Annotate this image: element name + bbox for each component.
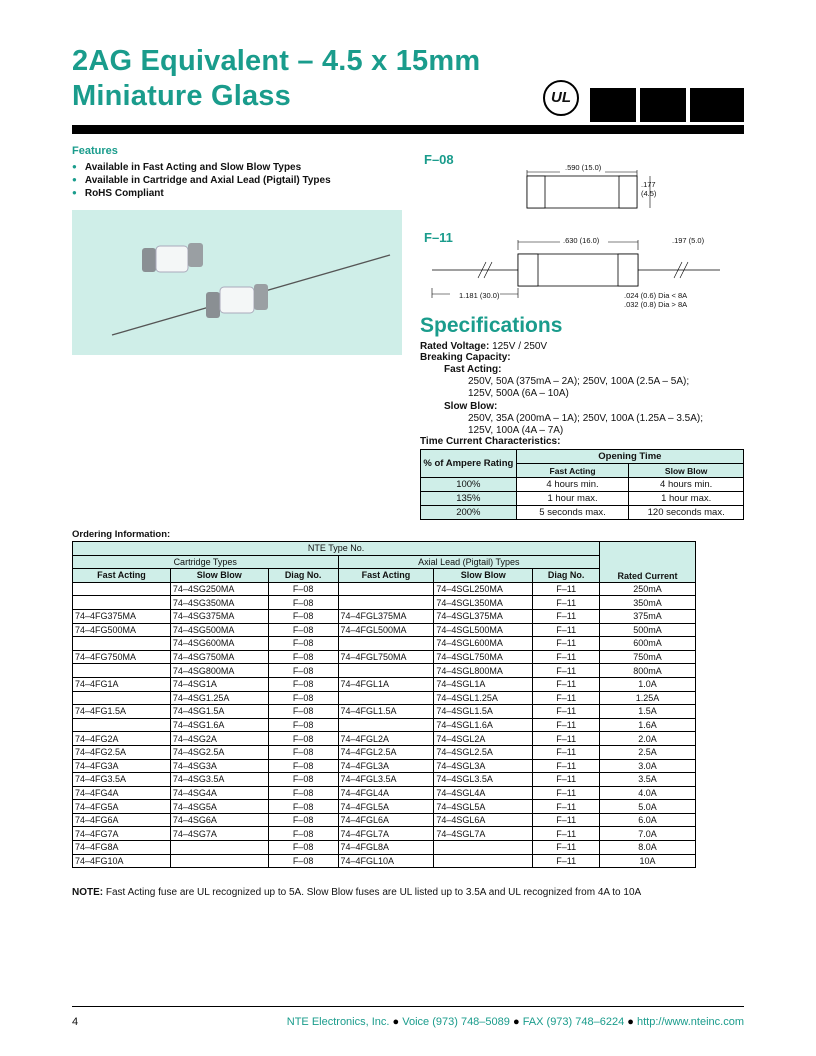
table-cell: F–11 xyxy=(533,841,600,855)
tcc-cell: 4 hours min. xyxy=(516,478,629,492)
table-cell: 74–4SGL2.5A xyxy=(434,745,533,759)
page-title xyxy=(72,44,480,114)
table-cell: 74–4SG2A xyxy=(170,732,268,746)
table-cell: 74–4FGL3A xyxy=(338,759,434,773)
table-cell: 74–4FGL500MA xyxy=(338,623,434,637)
table-cell: F–11 xyxy=(533,650,600,664)
table-cell: F–08 xyxy=(268,813,338,827)
table-cell: 74–4SG350MA xyxy=(170,596,268,610)
table-cell: 250mA xyxy=(600,582,696,596)
table-cell: 74–4SG1.6A xyxy=(170,718,268,732)
table-cell: 74–4FG10A xyxy=(73,854,171,868)
table-cell: 74–4SG600MA xyxy=(170,637,268,651)
tcc-fast-header: Fast Acting xyxy=(516,464,629,478)
table-cell: 74–4FG1.5A xyxy=(73,705,171,719)
table-cell: 74–4FGL1A xyxy=(338,677,434,691)
title-line-2: Miniature Glass xyxy=(72,80,291,112)
column-header: Fast Acting xyxy=(73,569,171,583)
table-cell: F–11 xyxy=(533,745,600,759)
table-cell: 2.0A xyxy=(600,732,696,746)
f11-lead: 1.181 (30.0) xyxy=(459,291,500,300)
table-row xyxy=(73,664,696,678)
table-cell: F–08 xyxy=(268,841,338,855)
table-cell: F–08 xyxy=(268,705,338,719)
table-cell: 750mA xyxy=(600,650,696,664)
table-cell: 74–4SG4A xyxy=(170,786,268,800)
table-cell: 74–4SGL3A xyxy=(434,759,533,773)
table-cell: F–11 xyxy=(533,827,600,841)
table-cell: F–11 xyxy=(533,691,600,705)
table-cell: 74–4FG6A xyxy=(73,813,171,827)
table-cell: 74–4FG7A xyxy=(73,827,171,841)
note-text: Fast Acting fuse are UL recognized up to 5A. Slow Blow fuses are UL listed up to 3.5A and UL recognized from 4A to 10A xyxy=(105,887,642,898)
cartridge-fuse-image xyxy=(142,243,203,272)
table-cell xyxy=(338,582,434,596)
breaking-capacity-label: Breaking Capacity: xyxy=(420,352,511,363)
table-cell xyxy=(73,596,171,610)
table-cell: F–08 xyxy=(268,677,338,691)
header-block xyxy=(690,88,744,122)
table-cell: F–11 xyxy=(533,759,600,773)
rated-voltage-value: 125V / 250V xyxy=(492,341,548,352)
table-cell: 6.0A xyxy=(600,813,696,827)
f11-dia-2: .032 (0.8) Dia > 8A xyxy=(624,300,688,309)
table-cell xyxy=(434,841,533,855)
table-row xyxy=(73,759,696,773)
f08-diameter: .177 xyxy=(641,180,656,189)
fuse-illustration xyxy=(72,210,402,355)
tcc-col1-header: % of Ampere Rating xyxy=(421,450,517,478)
table-cell xyxy=(73,718,171,732)
f11-length: .630 (16.0) xyxy=(563,236,600,245)
tcc-cell: 5 seconds max. xyxy=(516,506,629,520)
table-cell: 74–4SGL250MA xyxy=(434,582,533,596)
table-cell: F–11 xyxy=(533,718,600,732)
table-cell: 74–4SG2.5A xyxy=(170,745,268,759)
table-cell: 74–4SG1.25A xyxy=(170,691,268,705)
ordering-table xyxy=(72,541,696,868)
table-cell: 74–4FG8A xyxy=(73,841,171,855)
fast-acting-line-1: 250V, 50A (375mA – 2A); 250V, 100A (2.5A – 5A); xyxy=(468,376,690,387)
table-cell: 74–4FG5A xyxy=(73,800,171,814)
table-cell: 7.0A xyxy=(600,827,696,841)
table-cell: 74–4FG3A xyxy=(73,759,171,773)
fast-acting-line-2: 125V, 500A (6A – 10A) xyxy=(468,388,569,399)
table-cell: F–11 xyxy=(533,677,600,691)
table-cell: 74–4SG750MA xyxy=(170,650,268,664)
table-cell: 1.25A xyxy=(600,691,696,705)
table-cell: 74–4FGL750MA xyxy=(338,650,434,664)
table-row xyxy=(73,637,696,651)
bullet-icon: ● xyxy=(512,1016,520,1028)
header-rule xyxy=(72,125,744,134)
fast-acting-label: Fast Acting: xyxy=(444,364,502,375)
table-cell xyxy=(338,718,434,732)
table-cell: 74–4SGL6A xyxy=(434,813,533,827)
ul-logo: UL xyxy=(543,80,579,116)
specifications-heading: Specifications xyxy=(420,314,563,337)
table-row xyxy=(73,800,696,814)
bullet-icon: ● xyxy=(392,1016,400,1028)
table-cell: F–11 xyxy=(533,773,600,787)
feature-item: ● Available in Fast Acting and Slow Blow Types xyxy=(72,160,331,173)
table-cell: 74–4FGL2A xyxy=(338,732,434,746)
table-cell: 74–4FGL7A xyxy=(338,827,434,841)
f08-diameter-mm: (4.5) xyxy=(641,189,657,198)
slow-blow-label: Slow Blow: xyxy=(444,401,498,412)
table-row xyxy=(73,609,696,623)
feature-item: ● RoHS Compliant xyxy=(72,186,331,199)
f11-cap: .197 (5.0) xyxy=(672,236,705,245)
table-row xyxy=(73,827,696,841)
table-cell: F–08 xyxy=(268,609,338,623)
table-cell: F–08 xyxy=(268,582,338,596)
rated-voltage xyxy=(420,341,547,352)
table-row xyxy=(73,841,696,855)
table-cell: 74–4FG500MA xyxy=(73,623,171,637)
table-cell: 2.5A xyxy=(600,745,696,759)
table-cell: F–11 xyxy=(533,623,600,637)
table-cell: 375mA xyxy=(600,609,696,623)
table-cell: 74–4FG2A xyxy=(73,732,171,746)
table-cell: 1.6A xyxy=(600,718,696,732)
table-cell: 74–4SGL750MA xyxy=(434,650,533,664)
table-cell: F–08 xyxy=(268,854,338,868)
table-cell: F–08 xyxy=(268,759,338,773)
table-cell: F–11 xyxy=(533,854,600,868)
table-cell: F–11 xyxy=(533,813,600,827)
table-cell: 74–4SGL600MA xyxy=(434,637,533,651)
table-cell: 74–4SG500MA xyxy=(170,623,268,637)
table-cell: 74–4FG4A xyxy=(73,786,171,800)
table-cell: F–08 xyxy=(268,650,338,664)
table-cell: F–08 xyxy=(268,718,338,732)
table-cell: 74–4SG250MA xyxy=(170,582,268,596)
table-cell: 600mA xyxy=(600,637,696,651)
table-cell: 74–4SG7A xyxy=(170,827,268,841)
column-header: Diag No. xyxy=(268,569,338,583)
table-cell: F–11 xyxy=(533,786,600,800)
table-cell: F–11 xyxy=(533,800,600,814)
table-cell: 74–4SG375MA xyxy=(170,609,268,623)
table-cell xyxy=(434,854,533,868)
table-cell: 8.0A xyxy=(600,841,696,855)
table-cell: 74–4FG1A xyxy=(73,677,171,691)
table-row xyxy=(73,705,696,719)
table-row xyxy=(73,732,696,746)
table-cell xyxy=(73,664,171,678)
table-cell xyxy=(338,664,434,678)
bullet-icon: ● xyxy=(627,1016,634,1028)
slow-blow-line-2: 125V, 100A (4A – 7A) xyxy=(468,425,564,436)
title-line-1: 2AG Equivalent – 4.5 x 15mm xyxy=(72,45,481,77)
table-row xyxy=(73,691,696,705)
table-cell: 74–4FG750MA xyxy=(73,650,171,664)
table-cell: 74–4FGL6A xyxy=(338,813,434,827)
tcc-cell: 120 seconds max. xyxy=(629,506,744,520)
ordering-heading: Ordering Information: xyxy=(72,529,171,540)
header-block xyxy=(590,88,636,122)
table-cell: 74–4SG5A xyxy=(170,800,268,814)
table-row xyxy=(73,813,696,827)
table-cell: 5.0A xyxy=(600,800,696,814)
table-cell: F–11 xyxy=(533,582,600,596)
table-cell xyxy=(170,854,268,868)
note-label: NOTE: xyxy=(72,887,104,898)
table-cell: F–11 xyxy=(533,705,600,719)
table-cell: 74–4SGL3.5A xyxy=(434,773,533,787)
footer-company: NTE Electronics, Inc. xyxy=(286,1016,390,1028)
table-cell: F–08 xyxy=(268,664,338,678)
tcc-cell: 1 hour max. xyxy=(516,492,629,506)
table-row xyxy=(421,506,744,520)
table-cell: F–08 xyxy=(268,623,338,637)
tcc-cell: 135% xyxy=(421,492,517,506)
table-cell xyxy=(170,841,268,855)
table-row xyxy=(421,492,744,506)
table-cell xyxy=(73,691,171,705)
table-cell: 800mA xyxy=(600,664,696,678)
table-cell: 74–4FGL2.5A xyxy=(338,745,434,759)
rated-current-header: Rated Current xyxy=(600,542,696,583)
table-cell: F–11 xyxy=(533,664,600,678)
table-cell: 74–4SG1.5A xyxy=(170,705,268,719)
table-cell: 74–4SG800MA xyxy=(170,664,268,678)
table-cell: 74–4FGL1.5A xyxy=(338,705,434,719)
table-cell: 74–4FGL5A xyxy=(338,800,434,814)
header-block xyxy=(640,88,686,122)
f08-length: .590 (15.0) xyxy=(565,163,602,172)
table-row xyxy=(73,596,696,610)
table-row xyxy=(421,478,744,492)
footer-voice: Voice (973) 748–5089 xyxy=(402,1016,510,1028)
table-cell: 74–4SGL350MA xyxy=(434,596,533,610)
tcc-cell: 200% xyxy=(421,506,517,520)
tcc-cell: 4 hours min. xyxy=(629,478,744,492)
tcc-cell: 100% xyxy=(421,478,517,492)
table-row xyxy=(73,745,696,759)
table-cell: 74–4SGL2A xyxy=(434,732,533,746)
table-cell: 3.5A xyxy=(600,773,696,787)
tcc-slow-header: Slow Blow xyxy=(629,464,744,478)
features-list xyxy=(72,160,331,199)
table-cell: 1.5A xyxy=(600,705,696,719)
table-cell: F–08 xyxy=(268,732,338,746)
rated-voltage-label: Rated Voltage: xyxy=(420,341,490,352)
table-row xyxy=(73,786,696,800)
time-current-table xyxy=(420,449,744,520)
table-row xyxy=(73,773,696,787)
column-header: Fast Acting xyxy=(338,569,434,583)
table-cell: F–08 xyxy=(268,827,338,841)
table-cell xyxy=(338,637,434,651)
table-cell: 74–4SG6A xyxy=(170,813,268,827)
table-cell: 500mA xyxy=(600,623,696,637)
table-cell: 74–4SGL375MA xyxy=(434,609,533,623)
table-cell: 74–4SGL1.25A xyxy=(434,691,533,705)
f08-label: F–08 xyxy=(424,152,454,167)
table-cell: 74–4SG1A xyxy=(170,677,268,691)
table-cell: 74–4SGL1.6A xyxy=(434,718,533,732)
table-cell: 74–4SGL800MA xyxy=(434,664,533,678)
table-row xyxy=(73,854,696,868)
table-cell: 74–4SG3.5A xyxy=(170,773,268,787)
table-cell: F–11 xyxy=(533,609,600,623)
table-cell: F–08 xyxy=(268,596,338,610)
table-cell: F–08 xyxy=(268,773,338,787)
product-photo xyxy=(72,210,402,355)
table-cell: 4.0A xyxy=(600,786,696,800)
table-cell: 74–4SGL5A xyxy=(434,800,533,814)
table-cell: F–08 xyxy=(268,637,338,651)
table-cell: 74–4SGL4A xyxy=(434,786,533,800)
footer-url[interactable]: http://www.nteinc.com xyxy=(637,1016,744,1028)
table-cell: 74–4FGL375MA xyxy=(338,609,434,623)
nte-type-header: NTE Type No. xyxy=(73,542,600,556)
feature-item: ● Available in Cartridge and Axial Lead (Pigtail) Types xyxy=(72,173,331,186)
table-cell: 350mA xyxy=(600,596,696,610)
footer-fax: FAX (973) 748–6224 xyxy=(522,1016,625,1028)
note xyxy=(72,887,641,898)
table-cell: F–11 xyxy=(533,596,600,610)
table-cell: 74–4SGL7A xyxy=(434,827,533,841)
slow-blow-line-1: 250V, 35A (200mA – 1A); 250V, 100A (1.25A – 3.5A); xyxy=(468,413,703,424)
table-cell: F–08 xyxy=(268,745,338,759)
table-cell: 74–4FGL8A xyxy=(338,841,434,855)
table-cell: 74–4FG375MA xyxy=(73,609,171,623)
table-cell: 74–4FGL10A xyxy=(338,854,434,868)
f11-label: F–11 xyxy=(424,230,453,245)
table-cell: 74–4FGL4A xyxy=(338,786,434,800)
table-cell xyxy=(73,582,171,596)
table-cell: 74–4FG2.5A xyxy=(73,745,171,759)
column-header: Slow Blow xyxy=(434,569,533,583)
table-cell: 1.0A xyxy=(600,677,696,691)
table-row xyxy=(73,582,696,596)
f11-dia-1: .024 (0.6) Dia < 8A xyxy=(624,291,688,300)
table-row xyxy=(73,718,696,732)
table-cell: F–08 xyxy=(268,691,338,705)
tcc-opening-time-header: Opening Time xyxy=(516,450,743,464)
footer-rule xyxy=(72,1006,744,1007)
ordering-table-body xyxy=(73,582,696,867)
table-cell: F–08 xyxy=(268,800,338,814)
table-cell: 74–4SG3A xyxy=(170,759,268,773)
table-cell: 3.0A xyxy=(600,759,696,773)
table-row xyxy=(73,623,696,637)
table-cell: 74–4FG3.5A xyxy=(73,773,171,787)
table-cell: F–11 xyxy=(533,637,600,651)
features-heading: Features xyxy=(72,145,118,157)
tcc-cell: 1 hour max. xyxy=(629,492,744,506)
table-cell: 74–4SGL500MA xyxy=(434,623,533,637)
footer-contact xyxy=(287,1016,744,1028)
table-cell: F–11 xyxy=(533,732,600,746)
table-cell xyxy=(73,637,171,651)
tcc-label: Time Current Characteristics: xyxy=(420,436,561,447)
table-cell: 74–4FGL3.5A xyxy=(338,773,434,787)
page-number: 4 xyxy=(72,1016,79,1028)
table-cell: F–08 xyxy=(268,786,338,800)
table-cell: 74–4SGL1A xyxy=(434,677,533,691)
table-row xyxy=(73,650,696,664)
cartridge-types-header: Cartridge Types xyxy=(73,555,339,569)
column-header: Diag No. xyxy=(533,569,600,583)
column-header: Slow Blow xyxy=(170,569,268,583)
table-cell: 74–4SGL1.5A xyxy=(434,705,533,719)
table-cell: 10A xyxy=(600,854,696,868)
axial-types-header: Axial Lead (Pigtail) Types xyxy=(338,555,600,569)
table-row xyxy=(73,677,696,691)
table-cell xyxy=(338,691,434,705)
table-cell xyxy=(338,596,434,610)
